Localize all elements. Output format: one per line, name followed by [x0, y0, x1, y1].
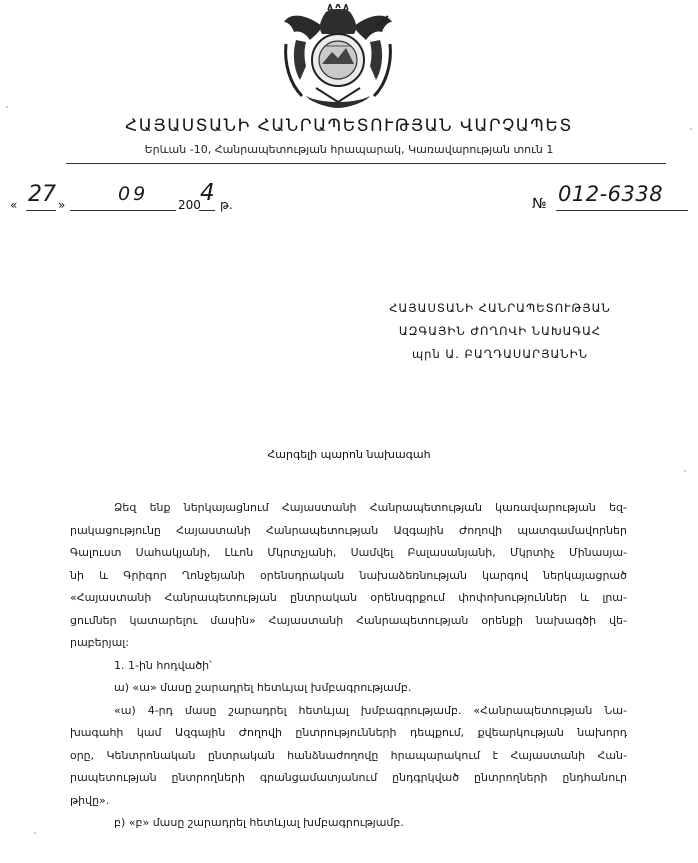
date-day-line: [26, 210, 56, 211]
document-number-label: №: [532, 196, 547, 212]
document-number: [530, 180, 690, 220]
date-day: 27: [28, 182, 56, 207]
body-line: ա) «ա» մասը շարադրել հետևյալ խմբագրությամբ.: [114, 681, 412, 694]
body-line: րաբերյալ:: [70, 636, 129, 649]
date-open-quote: «: [10, 198, 18, 212]
body-line: «ա) 4-րդ մասը շարադրել հետևյալ խմբագրությամբ. «Հանրապետության Նա-: [114, 703, 627, 717]
document-date: [10, 180, 310, 220]
body-line: օրը, Կենտրոնական ընտրական հանձնաժողովը հրապարակում է Հայաստանի Հան-: [70, 748, 627, 762]
date-year-suffix: թ.: [220, 198, 233, 212]
body-line: րակացությունը Հայաստանի Հանրապետության Ազգային Ժողովի պատգամավորներ: [70, 523, 627, 537]
salutation: Հարգելի պարոն նախագահ: [267, 448, 431, 461]
scan-speck: [690, 128, 692, 130]
date-year-digit: 4: [200, 180, 215, 206]
body-line: Գալուստ Սահակյանի, Լևոն Մկրտչյանի, Սամվել Բալասանյանի, Մկրտիչ Մինասյա-: [70, 546, 627, 559]
body-line: թիվը».: [70, 793, 110, 807]
body-line: 1. 1-ին հոդվածի՝: [114, 658, 212, 672]
addressee-line: պրն Ա. ԲԱՂԴԱՍԱՐՅԱՆԻՆ: [411, 347, 589, 361]
body-line: բ) «բ» մասը շարադրել հետևյալ խմբագրությամբ.: [114, 816, 404, 829]
document-number-value: 012-6338: [558, 182, 664, 206]
addressee-line: ՀԱՅԱՍՏԱՆԻ ՀԱՆՐԱՊԵՏՈՒԹՅԱՆ: [389, 301, 611, 315]
scan-speck: [34, 832, 36, 834]
date-year-prefix: 200: [178, 198, 201, 212]
date-month-line: [70, 210, 176, 211]
letterhead-divider: [66, 163, 666, 164]
coat-of-arms-emblem: [276, 4, 400, 112]
body-line: խագահի կամ Ազգային Ժողովի ընտրությունների դեպքում, քվեարկության նախորդ: [70, 726, 627, 739]
date-year-line: [199, 210, 215, 211]
letterhead-address: Երևան -10, Հանրապետության հրապարակ, Կառավարության տուն 1: [144, 143, 554, 156]
addressee-line: ԱԶԳԱՅԻՆ ԺՈՂՈՎԻ ՆԱԽԱԳԱՀ: [398, 324, 602, 338]
scan-speck: [6, 106, 8, 108]
body-line: «Հայաստանի Հանրապետության ընտրական օրենսգրքում փոփոխություններ և լրա-: [70, 591, 627, 604]
body-line: Ձեզ ենք ներկայացնում Հայաստանի Հանրապետության կառավարության եզ-: [114, 501, 627, 514]
addressee-block: [350, 297, 650, 366]
date-month: 09: [118, 183, 149, 205]
letterhead-title: ՀԱՅԱՍՏԱՆԻ ՀԱՆՐԱՊԵՏՈՒԹՅԱՆ ՎԱՐՉԱՊԵՏ: [125, 116, 573, 136]
body-line: ցումներ կատարելու մասին» Հայաստանի Հանրապետության օրենքի նախագծի վե-: [70, 613, 627, 627]
body-line: րապետության ընտրողների գրանցամատյանում ընդգրկված ընտրողների ընդհանուր: [70, 771, 627, 784]
body-line: նի և Գրիգոր Ղոնջեյանի օրենսդրական նախաձեռնության կարգով ներկայացրած: [70, 568, 627, 582]
scan-speck: [684, 470, 686, 472]
date-close-quote: »: [58, 198, 66, 212]
letter-body: [70, 497, 627, 835]
document-number-line: [556, 210, 688, 211]
